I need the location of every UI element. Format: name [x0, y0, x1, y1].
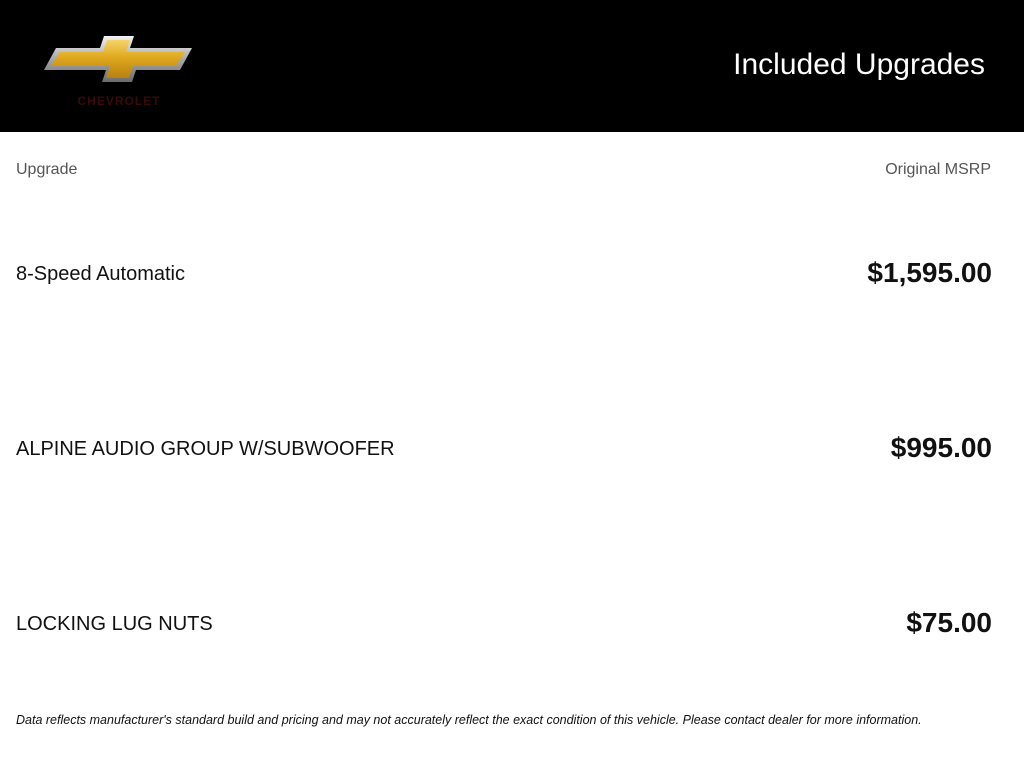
upgrade-price: $75.00: [906, 607, 992, 638]
bowtie-logo-graphic: [44, 34, 192, 94]
upgrade-price: $995.00: [890, 432, 992, 463]
column-header-upgrade: Upgrade: [16, 161, 78, 178]
column-header-msrp: Original MSRP: [885, 161, 991, 178]
upgrade-name: 8-Speed Automatic: [16, 263, 185, 285]
header-bar: [0, 0, 1024, 132]
upgrade-row: [16, 428, 992, 468]
upgrade-name: LOCKING LUG NUTS: [16, 613, 213, 635]
upgrade-name: ALPINE AUDIO GROUP W/SUBWOOFER: [16, 438, 395, 460]
page-title: Included Upgrades: [733, 48, 985, 81]
upgrade-price: $1,595.00: [867, 257, 992, 288]
upgrade-row: [16, 253, 992, 293]
disclaimer-text: Data reflects manufacturer's standard build and pricing and may not accurately reflect the exact condition of this vehicle. Please contact dealer for more information.: [16, 713, 922, 727]
chevrolet-bowtie-icon: [44, 34, 192, 110]
logo-wordmark: CHEVROLET: [77, 94, 161, 108]
upgrade-row: [16, 603, 992, 643]
